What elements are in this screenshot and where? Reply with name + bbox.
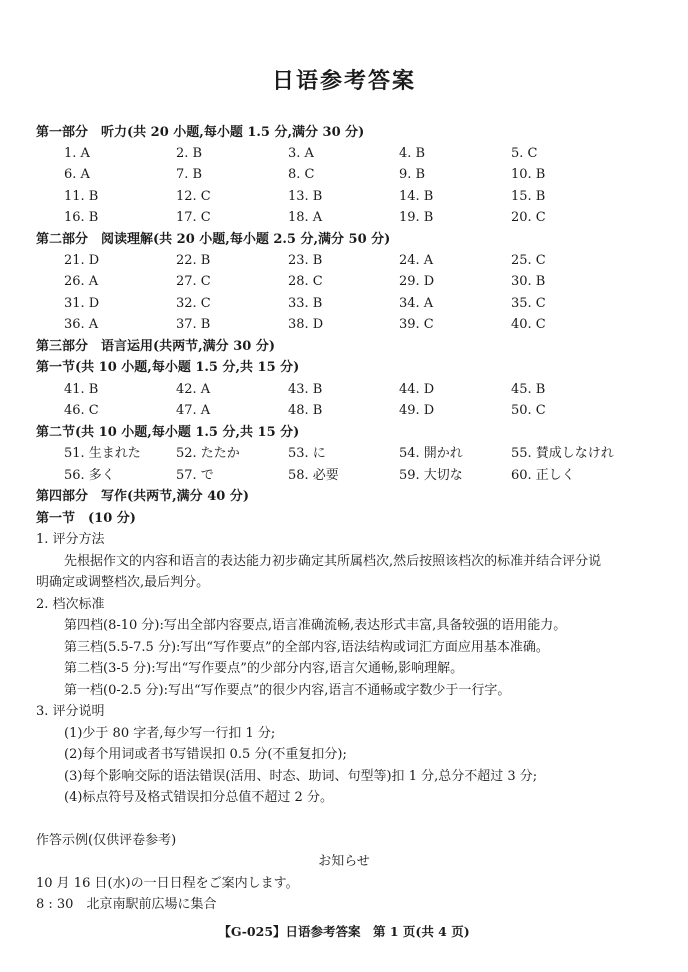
answer-cell: 7. B <box>176 167 203 182</box>
answer-cell: 3. A <box>288 146 314 161</box>
answer-cell: 15. B <box>511 189 546 204</box>
answer-cell: 13. B <box>288 189 323 204</box>
note-item: (1)少于 80 字者,每少写一行扣 1 分; <box>64 726 276 741</box>
answer-cell: 31. D <box>64 296 100 311</box>
answer-cell: 34. A <box>399 296 434 311</box>
answer-cell: 10. B <box>511 167 546 182</box>
method-title: 1. 评分方法 <box>36 532 105 547</box>
standard-item: 第四档(8-10 分):写出全部内容要点,语言准确流畅,表达形式丰富,具备较强的语用能力。 <box>64 618 567 633</box>
example-heading: お知らせ <box>318 854 370 869</box>
answer-cell: 32. C <box>176 296 211 311</box>
answer-cell: 48. B <box>288 403 323 418</box>
answer-cell: 50. C <box>511 403 546 418</box>
answer-cell: 37. B <box>176 317 211 332</box>
answer-cell: 25. C <box>511 253 546 268</box>
note-item: (3)每个影响交际的语法错误(活用、时态、助词、句型等)扣 1 分,总分不超过 3 分; <box>64 769 538 784</box>
answer-cell: 30. B <box>511 274 546 289</box>
page-footer: 【G-025】日语参考答案 第 1 页(共 4 页) <box>218 924 470 939</box>
answer-cell: 14. B <box>399 189 434 204</box>
answer-cell: 42. A <box>176 382 211 397</box>
answer-cell: 39. C <box>399 317 434 332</box>
answer-cell: 54. 開かれ <box>399 446 463 461</box>
answer-cell: 40. C <box>511 317 546 332</box>
answer-cell: 8. C <box>288 167 315 182</box>
answer-cell: 27. C <box>176 274 211 289</box>
answer-cell: 12. C <box>176 189 211 204</box>
answer-cell: 11. B <box>64 189 99 204</box>
answer-cell: 46. C <box>64 403 99 418</box>
answer-cell: 44. D <box>399 382 435 397</box>
answer-cell: 18. A <box>288 210 323 225</box>
answer-cell: 28. C <box>288 274 323 289</box>
answer-cell: 2. B <box>176 146 203 161</box>
note-item: (2)每个用词或者书写错误扣 0.5 分(不重复扣分); <box>64 747 347 762</box>
method-text: 明确定或调整档次,最后判分。 <box>36 575 210 590</box>
answer-cell: 17. C <box>176 210 211 225</box>
answer-cell: 21. D <box>64 253 100 268</box>
part4-heading: 第四部分 写作(共两节,满分 40 分) <box>36 489 249 504</box>
answer-cell: 55. 賛成しなけれ <box>511 446 614 461</box>
answer-cell: 52. たたか <box>176 446 240 461</box>
answer-cell: 22. B <box>176 253 211 268</box>
standard-item: 第三档(5.5-7.5 分):写出“写作要点”的全部内容,语法结构或词汇方面应用基本准确。 <box>64 640 549 655</box>
part3-section1-heading: 第一节(共 10 小题,每小题 1.5 分,共 15 分) <box>36 360 300 375</box>
answer-cell: 58. 必要 <box>288 468 339 483</box>
answer-cell: 24. A <box>399 253 434 268</box>
answer-cell: 57. で <box>176 468 214 483</box>
answer-cell: 60. 正しく <box>511 468 575 483</box>
answer-cell: 35. C <box>511 296 546 311</box>
answer-cell: 59. 大切な <box>399 468 463 483</box>
answer-cell: 19. B <box>399 210 434 225</box>
answer-cell: 56. 多く <box>64 468 115 483</box>
answer-cell: 43. B <box>288 382 323 397</box>
answer-cell: 49. D <box>399 403 435 418</box>
page-title: 日语参考答案 <box>271 68 416 94</box>
part1-heading: 第一部分 听力(共 20 小题,每小题 1.5 分,满分 30 分) <box>36 125 365 140</box>
answer-cell: 45. B <box>511 382 546 397</box>
answer-cell: 23. B <box>288 253 323 268</box>
notes-title: 3. 评分说明 <box>36 704 105 719</box>
method-text: 先根据作文的内容和语言的表达能力初步确定其所属档次,然后按照该档次的标准并结合评分说 <box>64 554 602 569</box>
standard-item: 第一档(0-2.5 分):写出“写作要点”的很少内容,语言不通畅或字数少于一行字。 <box>64 683 511 698</box>
answer-cell: 6. A <box>64 167 90 182</box>
example-line: 10 月 16 日(水)の一日日程をご案内します。 <box>36 876 299 891</box>
answer-cell: 16. B <box>64 210 99 225</box>
answer-cell: 41. B <box>64 382 99 397</box>
answer-cell: 9. B <box>399 167 426 182</box>
note-item: (4)标点符号及格式错误扣分总值不超过 2 分。 <box>64 790 333 805</box>
example-line: 8 : 30 北京南駅前広場に集合 <box>36 897 217 912</box>
answer-cell: 26. A <box>64 274 99 289</box>
part4-section1-heading: 第一节 (10 分) <box>36 511 136 526</box>
answer-cell: 5. C <box>511 146 538 161</box>
answer-cell: 20. C <box>511 210 546 225</box>
answer-cell: 33. B <box>288 296 323 311</box>
standard-title: 2. 档次标准 <box>36 597 105 612</box>
standard-item: 第二档(3-5 分):写出“写作要点”的少部分内容,语言欠通畅,影响理解。 <box>64 661 464 676</box>
answer-cell: 29. D <box>399 274 435 289</box>
answer-cell: 1. A <box>64 146 90 161</box>
part3-section2-heading: 第二节(共 10 小题,每小题 1.5 分,共 15 分) <box>36 425 300 440</box>
part3-heading: 第三部分 语言运用(共两节,满分 30 分) <box>36 339 275 354</box>
answer-cell: 36. A <box>64 317 99 332</box>
answer-cell: 51. 生まれた <box>64 446 141 461</box>
answer-cell: 47. A <box>176 403 211 418</box>
example-title: 作答示例(仅供评卷参考) <box>36 833 177 848</box>
answer-cell: 38. D <box>288 317 324 332</box>
answer-cell: 53. に <box>288 446 326 461</box>
part2-heading: 第二部分 阅读理解(共 20 小题,每小题 2.5 分,满分 50 分) <box>36 232 391 247</box>
answer-cell: 4. B <box>399 146 426 161</box>
